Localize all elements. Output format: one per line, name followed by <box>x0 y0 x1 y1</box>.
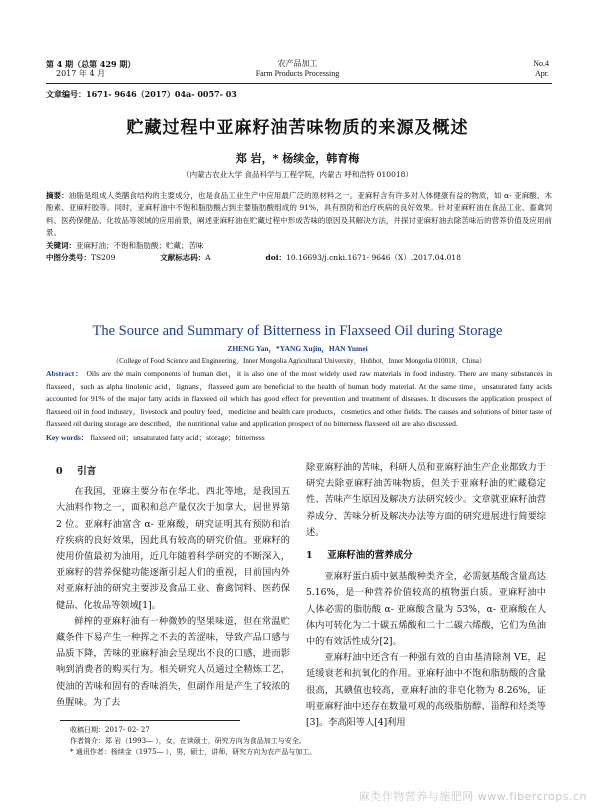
left-paragraph-1: 在我国，亚麻主要分布在华北、西北等地，是我国五大油料作物之一，面积和总产量仅次于加拿大，居世界第 2 位。亚麻籽油富含 α- 亚麻酸，研究证明其有预防和治疗疾病的良好效果，因此具有较高的研究价值。亚麻籽的使用价值最初为油用，近几年随着科学研究的不断深入，亚麻籽的营养保健功能逐渐引起人们的重视，目前国内外对亚麻籽油的研究主要涉及食品工业、畜禽饲料、医药保健品、化妆品等领域[1]。 <box>56 486 290 611</box>
section-0-title: 引言 <box>77 466 97 477</box>
section-0-heading <box>56 464 290 480</box>
header-rule <box>46 83 552 84</box>
keywords-cn-label: 关键词： <box>46 240 76 250</box>
abstract-cn-label: 摘要： <box>46 191 69 200</box>
clc-label: 中图分类号： <box>46 253 91 263</box>
section-1-heading <box>306 548 546 564</box>
page-title: 贮藏过程中亚麻籽油苦味物质的来源及概述 <box>126 118 469 138</box>
issue-number-right <box>533 59 549 79</box>
footnote-corresponding: * 通讯作者：杨续金（1975— ），男，硕士，讲师，研究方向为农产品与加工。 <box>70 748 317 756</box>
doc-code-label: 文献标志码： <box>160 253 206 263</box>
right-paragraph-1: 亚麻籽蛋白质中氨基酸种类齐全，必需氨基酸含量高达 5.16%，是一种营养价值较高的植物蛋白质。亚麻籽油中人体必需的脂肪酸 α- 亚麻酸含量为 53%，α- 亚麻酸在人体内可转化为二十碳五烯酸和二十二碳六烯酸，它们为鱼油中的有效活性成分[2]。 <box>306 571 546 648</box>
issue-left-line1: 第 4 期（总第 429 期） <box>46 59 136 69</box>
keywords-en-label: Key words： <box>46 433 89 442</box>
footnote-received: 收稿日期：2017- 02- 27 <box>70 726 150 734</box>
keywords-cn-text: 亚麻籽油；不饱和脂肪酸；贮藏；苦味 <box>76 240 204 250</box>
abstract-en-label: Abstract： <box>46 369 84 378</box>
clc-value: TS209 <box>91 253 116 263</box>
article-info: 文章编号：1671- 9646（2017）04a- 0057- 03 <box>46 89 237 99</box>
journal-name <box>0 59 595 79</box>
footnotes <box>70 725 470 758</box>
doi-label: doi： <box>265 253 287 263</box>
journal-name-cn: 农产品加工 <box>277 59 318 68</box>
authors-cn: 郑 岩，* 杨续金，韩育梅 <box>235 152 360 165</box>
authors-en: ZHENG Yan，*YANG Xujin，HAN Yumei <box>227 344 368 353</box>
doc-code-value: A <box>205 253 211 263</box>
section-0-number: 0 <box>56 466 63 477</box>
footnote-rule <box>60 720 240 721</box>
affiliation-en: （College of Food Science and Engineering，Inner Mongolia Agricultural University，Huhhot，Inner Mongolia 010018，China） <box>112 357 486 365</box>
section-1-title: 亚麻籽油的营养成分 <box>327 550 413 562</box>
section-1-number: 1 <box>306 550 313 562</box>
issue-right-line1: No.4 <box>533 59 549 68</box>
classification-line <box>46 252 552 264</box>
footnote-author: 作者简介：郑 岩（1993— ），女，在读硕士，研究方向为食品加工与安全。 <box>70 737 306 745</box>
abstract-en <box>46 368 552 431</box>
abstract-en-text: Oils are the main components of human diet，it is also one of the most widely used raw materials in food industry. There are many substances in flaxseed，such as alpha linolenic acid，lignans，flaxseed gum are beneficial to the health of human body material. At the same time，unsaturated fatty acids accounted for 91% of the major fatty acids in flaxseed oil which has good effect for prevention and treatment of diseases. It discusses the application prospect of flaxseed oil in food industry，livestock and poultry feed，medicine and health care products，cosmetics and other fields. The causes and solutions of bitter taste of flaxseed oil during storage are described，the nutritional value and application prospect of no bitterness flaxseed oil are also discussed. <box>46 369 553 428</box>
doi-value: 10.16693/j.cnki.1671- 9646（X）.2017.04.018 <box>286 253 461 263</box>
keywords-en <box>46 432 552 443</box>
affiliation-cn: （内蒙古农业大学 食品科学与工程学院，内蒙古 呼和浩特 010018） <box>182 170 413 179</box>
abstract-cn <box>46 190 552 264</box>
keywords-en-text: flaxseed oil；unsaturated fatty acid；storage；bitterness <box>90 433 265 442</box>
issue-right-line2: Apr. <box>535 69 549 78</box>
watermark: 麻类作物营养与施肥网 www.fibercrops.cn <box>358 790 587 803</box>
abstract-cn-text: 油脂是组成人类膳食结构的主要成分，也是食品工业生产中应用最广泛的原材料之一。亚麻籽含有许多对人体健康有益的物质，如 α- 亚麻酸、木酚素、亚麻籽胶等。同时，亚麻籽油中不饱和脂肪酸占到主要脂肪酸组成的 91%，具有预防和治疗疾病的良好效果。针对亚麻籽油在食品工业、畜禽饲料、医药保健品、化妆品等领域的应用前景，阐述亚麻籽油在贮藏过程中形成苦味的原因及其解决方法，并探讨亚麻籽油去除苦味后的营养价值及应用前景。 <box>46 191 552 238</box>
english-title: The Source and Summary of Bitterness in Flaxseed Oil during Storage <box>92 323 503 339</box>
left-column <box>56 464 290 711</box>
journal-name-en: Farm Products Processing <box>255 69 340 78</box>
issue-left-line2: 2017 年 4 月 <box>56 69 106 78</box>
right-intro: 除亚麻籽油的苦味，科研人员和亚麻籽油生产企业都致力于研究去除亚麻籽油苦味物质，但关于亚麻籽油的贮藏稳定性、苦味产生原因及解决方法研究较少。文章就亚麻籽油营养成分、苦味分析及解决办法等方面的研究进展进行简要综述。 <box>306 462 546 538</box>
right-column <box>306 460 546 731</box>
right-paragraph-2: 亚麻籽油中还含有一种强有效的自由基清除剂 VE，起延缓衰老和抗氧化的作用。亚麻籽油中不饱和脂肪酸的含量很高，其碘值也较高，亚麻籽油的非皂化物为 8.26%，证明亚麻籽油中还存在数量可观的高级脂肪醇、甾醇和烃类等[3]。李高阳等人[4]利用 <box>306 652 546 729</box>
left-paragraph-2: 鲜榨的亚麻籽油有一种微妙的坚果味道，但在常温贮藏条件下易产生一种挥之不去的苦涩味，导致产品口感与品质下降，苦味的亚麻籽油会呈现出不良的口感，进而影响到消费者的购买行为。相关研究人员通过全精炼工艺，使油的苦味和固有的香味消失，但副作用是产生了较浓的鱼腥味。为了去 <box>56 615 290 708</box>
